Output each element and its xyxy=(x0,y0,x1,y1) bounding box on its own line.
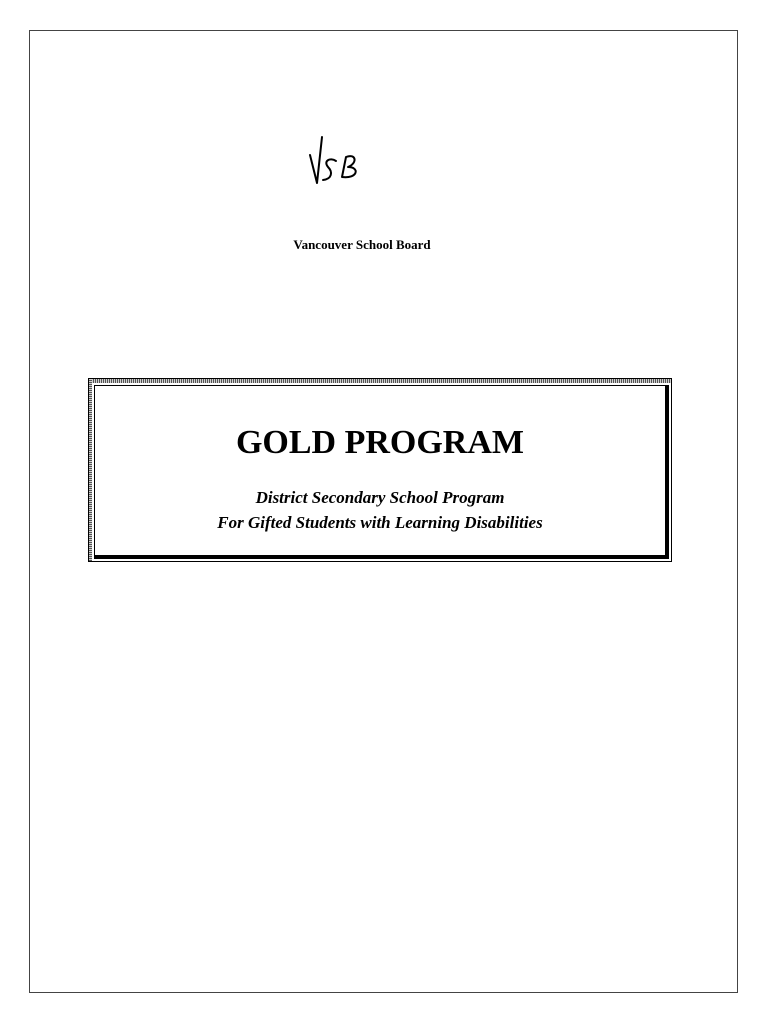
title-box-shadow-left xyxy=(89,379,92,561)
title-box xyxy=(88,378,672,562)
title-box-shadow xyxy=(89,379,671,383)
program-subtitle-line2: For Gifted Students with Learning Disabilities xyxy=(217,513,543,532)
program-title: GOLD PROGRAM xyxy=(235,424,525,461)
organization-name: Vancouver School Board xyxy=(293,237,431,252)
program-subtitle-line1: District Secondary School Program xyxy=(255,488,505,507)
vsb-logo-icon xyxy=(308,131,370,187)
